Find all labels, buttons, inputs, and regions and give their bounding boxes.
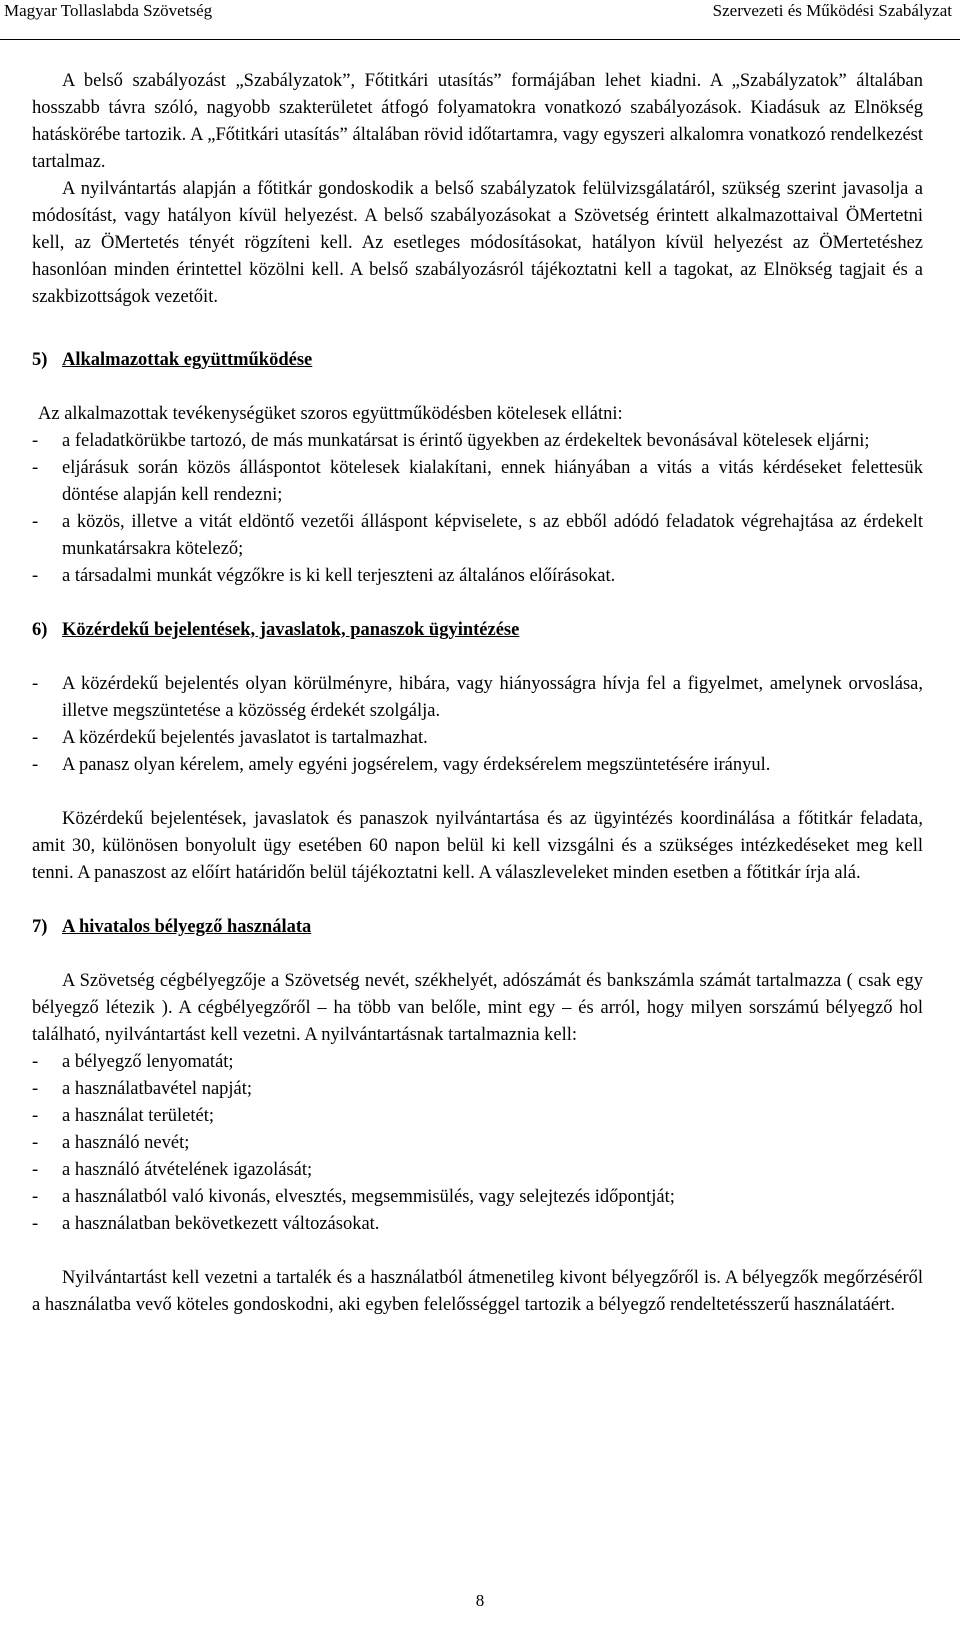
list-item: - a használatban bekövetkezett változásokat. [32,1211,923,1238]
list-item: - a használó átvételének igazolását; [32,1157,923,1184]
page-number: 8 [475,1591,485,1610]
list-item: - A panasz olyan kérelem, amely egyéni jogsérelem, vagy érdeksérelem megszüntetésére irányul. [32,752,923,779]
section-title: Közérdekű bejelentések, javaslatok, panaszok ügyintézése [62,620,520,640]
list-item: - eljárásuk során közös álláspontot kötelesek kialakítani, ennek hiányában a vitás a vitás kérdéseket felettesük döntése alapján kell rendezni; [32,455,923,509]
list-item: - a társadalmi munkát végzőkre is ki kell terjeszteni az általános előírásokat. [32,563,923,590]
header-document-title: Szervezeti és Működési Szabályzat [712,1,952,20]
section-number: 5) [32,350,48,370]
header-organization: Magyar Tollaslabda Szövetség [4,1,213,20]
list-item: - a használat területét; [32,1103,923,1130]
list-item: - a közös, illetve a vitát eldöntő vezetői álláspont képviselete, s az ebből adódó feladatok végrehajtása az érdekelt munkatársakra kötelező; [32,509,923,563]
section-number: 7) [32,917,48,937]
list-item: - a használó nevét; [32,1130,923,1157]
list-item: - A közérdekű bejelentés olyan körülményre, hibára, vagy hiányosságra hívja fel a figyelmet, amelynek orvoslása, illetve megszüntetése a közösség érdekét szolgálja. [32,671,923,725]
list-item: - a használatbavétel napját; [32,1076,923,1103]
section-7-heading [32,914,923,941]
section-number: 6) [32,620,48,640]
page-header [0,0,960,40]
section-5-heading [32,347,923,374]
section-6-paragraph: Közérdekű bejelentések, javaslatok és panaszok nyilvántartása és az ügyintézés koordinálása a főtitkár feladata, amit 30, különösen bonyolult ügy esetében 60 napon belül ki kell vizsgálni és a szükséges intézkedéseket meg kell tenni. A panaszost az előírt határidőn belül tájékoztatni kell. A válaszleveleket minden esetben a főtitkár írja alá. [32,809,923,883]
section-title: Alkalmazottak együttműködése [62,350,313,370]
section-6-heading [32,617,923,644]
list-item: - a feladatkörükbe tartozó, de más munkatársat is érintő ügyekben az érdekeltek bevonásával kötelesek eljárni; [32,428,923,455]
section-title: A hivatalos bélyegző használata [62,917,312,937]
section-7-paragraph-1: A Szövetség cégbélyegzője a Szövetség nevét, székhelyét, adószámát és bankszámla számát tartalmazza ( csak egy bélyegző létezik ). A cégbélyegzőről – ha több van belőle, mint egy – és arról, hogy milyen sorszámú bélyegző hol található, nyilvántartást kell vezetni. A nyilvántartásnak tartalmaznia kell: [32,971,923,1045]
list-item: - A közérdekű bejelentés javaslatot is tartalmazhat. [32,725,923,752]
list-item: - a bélyegző lenyomatát; [32,1049,923,1076]
header-rule [0,39,960,40]
section-6-list [32,671,923,779]
section-5-list [32,428,923,590]
section-5-lead: Az alkalmazottak tevékenységüket szoros együttműködésben kötelesek ellátni: [38,404,623,424]
intro-paragraph-2: A nyilvántartás alapján a főtitkár gondoskodik a belső szabályzatok felülvizsgálatáról, szükség szerint javasolja a módosítást, vagy hatályon kívül helyezést. A belső szabályozásokat a Szövetség érintett alkalmazottaival ÖMertetni kell, az ÖMertetés tényét rögzíteni kell. Az esetleges módosításokat, hatályon kívül helyezést az ÖMertetéshez hasonlóan minden érintettel közölni kell. A belső szabályozásról tájékoztatni kell a tagokat, az Elnökség tagjait és a szakbizottságok vezetőit. [32,179,923,307]
intro-paragraph-1: A belső szabályozást „Szabályzatok”, Főtitkári utasítás” formájában lehet kiadni. A „Szabályzatok” általában hosszabb távra szóló, nagyobb szakterületet átfogó folyamatokra vonatkozó szabályozások. Kiadásuk az Elnökség hatáskörébe tartozik. A „Főtitkári utasítás” általában rövid időtartamra, vagy egyszeri alkalomra vonatkozó rendelkezést tartalmaz. [32,71,923,172]
page-content [32,68,923,1319]
section-7-list [32,1049,923,1238]
list-item: - a használatból való kivonás, elvesztés, megsemmisülés, vagy selejtezés időpontját; [32,1184,923,1211]
section-7-paragraph-2: Nyilvántartást kell vezetni a tartalék és a használatból átmenetileg kivont bélyegzőről is. A bélyegzők megőrzéséről a használatba vevő köteles gondoskodni, aki egyben felelősséggel tartozik a bélyegző rendeltetésszerű használatáért. [32,1268,923,1315]
